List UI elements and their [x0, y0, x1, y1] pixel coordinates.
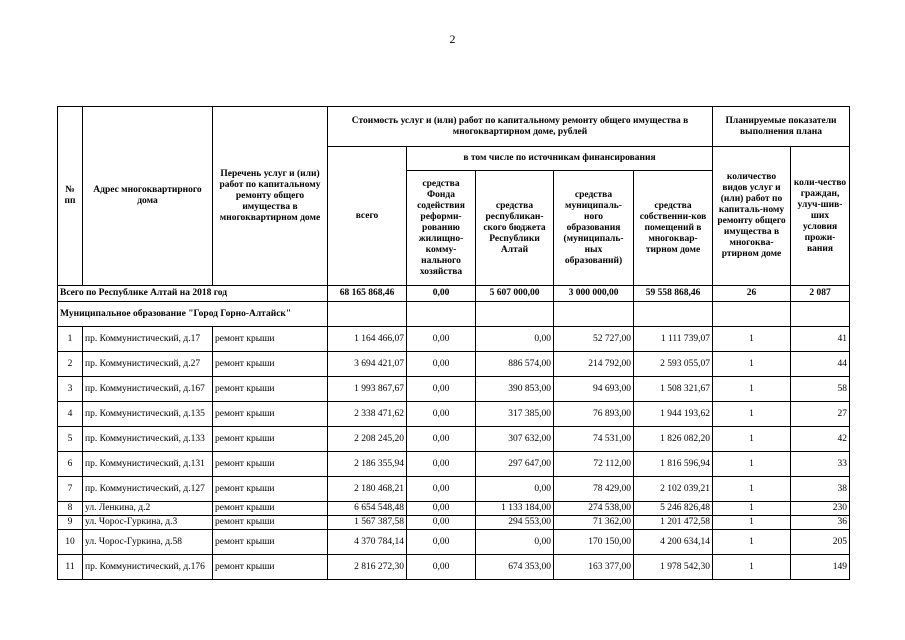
row-municipal: 74 531,00: [554, 427, 634, 452]
header-sources-group: в том числе по источникам финансирования: [407, 147, 713, 171]
header-owners: средства собственни-ков помещений в многоквар-тирном доме: [634, 171, 713, 286]
row-municipal: 71 362,00: [554, 516, 634, 530]
row-address: пр. Коммунистический, д.131: [83, 452, 213, 477]
total-kinds: 26: [713, 286, 791, 302]
header-address: Адрес многоквартирного дома: [83, 107, 213, 286]
total-republic: 5 607 000,00: [476, 286, 554, 302]
row-citizens: 58: [791, 377, 850, 402]
row-number: 10: [58, 530, 83, 555]
row-citizens: 44: [791, 352, 850, 377]
row-fund: 0,00: [407, 530, 476, 555]
row-owners: 1 816 596,94: [634, 452, 713, 477]
row-republic: 0,00: [476, 327, 554, 352]
row-municipal: 170 150,00: [554, 530, 634, 555]
row-number: 3: [58, 377, 83, 402]
row-work: ремонт крыши: [213, 530, 328, 555]
table-row: [58, 427, 850, 452]
municipality-row: [58, 302, 850, 327]
row-total: 3 694 421,07: [328, 352, 407, 377]
row-total: 1 164 466,07: [328, 327, 407, 352]
row-citizens: 42: [791, 427, 850, 452]
table-row: [58, 516, 850, 530]
row-kinds: 1: [713, 530, 791, 555]
row-fund: 0,00: [407, 477, 476, 502]
row-municipal: 52 727,00: [554, 327, 634, 352]
row-kinds: 1: [713, 352, 791, 377]
row-number: 6: [58, 452, 83, 477]
row-number: 8: [58, 502, 83, 516]
row-address: пр. Коммунистический, д.27: [83, 352, 213, 377]
row-owners: 1 826 082,20: [634, 427, 713, 452]
row-work: ремонт крыши: [213, 502, 328, 516]
header-kinds-count: количество видов услуг и (или) работ по капиталь-ному ремонту общего имущества в многоква-ртирном доме: [713, 147, 791, 286]
page-number: 2: [449, 32, 456, 46]
row-address: пр. Коммунистический, д.127: [83, 477, 213, 502]
row-owners: 2 593 055,07: [634, 352, 713, 377]
header-total: всего: [328, 147, 407, 286]
row-kinds: 1: [713, 452, 791, 477]
row-kinds: 1: [713, 327, 791, 352]
row-kinds: 1: [713, 477, 791, 502]
row-total: 2 816 272,30: [328, 555, 407, 580]
table-row: [58, 377, 850, 402]
row-fund: 0,00: [407, 555, 476, 580]
row-republic: 674 353,00: [476, 555, 554, 580]
table-row: [58, 502, 850, 516]
row-number: 9: [58, 516, 83, 530]
header-plan-group: Планируемые показатели выполнения плана: [713, 107, 850, 147]
row-kinds: 1: [713, 502, 791, 516]
table-row: [58, 452, 850, 477]
row-citizens: 38: [791, 477, 850, 502]
row-work: ремонт крыши: [213, 402, 328, 427]
row-address: ул. Чорос-Гуркина, д.58: [83, 530, 213, 555]
row-republic: 307 632,00: [476, 427, 554, 452]
row-fund: 0,00: [407, 377, 476, 402]
row-work: ремонт крыши: [213, 555, 328, 580]
row-kinds: 1: [713, 377, 791, 402]
table-row: [58, 352, 850, 377]
row-republic: 0,00: [476, 477, 554, 502]
row-municipal: 274 538,00: [554, 502, 634, 516]
row-fund: 0,00: [407, 427, 476, 452]
total-owners: 59 558 868,46: [634, 286, 713, 302]
row-owners: 1 508 321,67: [634, 377, 713, 402]
row-work: ремонт крыши: [213, 427, 328, 452]
row-number: 5: [58, 427, 83, 452]
table-row: [58, 477, 850, 502]
table-row: [58, 530, 850, 555]
row-municipal: 163 377,00: [554, 555, 634, 580]
row-municipal: 78 429,00: [554, 477, 634, 502]
row-municipal: 214 792,00: [554, 352, 634, 377]
row-total: 2 180 468,21: [328, 477, 407, 502]
row-owners: 4 200 634,14: [634, 530, 713, 555]
header-republic: средства республикан-ского бюджета Республики Алтай: [476, 171, 554, 286]
row-owners: 1 201 472,58: [634, 516, 713, 530]
row-republic: 1 133 184,00: [476, 502, 554, 516]
municipality-label: Муниципальное образование "Город Горно-Алтайск": [58, 302, 328, 327]
row-republic: 317 385,00: [476, 402, 554, 427]
row-municipal: 94 693,00: [554, 377, 634, 402]
row-work: ремонт крыши: [213, 352, 328, 377]
row-work: ремонт крыши: [213, 327, 328, 352]
row-fund: 0,00: [407, 516, 476, 530]
row-citizens: 27: [791, 402, 850, 427]
total-citizens: 2 087: [791, 286, 850, 302]
row-work: ремонт крыши: [213, 477, 328, 502]
row-total: 6 654 548,48: [328, 502, 407, 516]
row-fund: 0,00: [407, 352, 476, 377]
row-citizens: 205: [791, 530, 850, 555]
row-address: пр. Коммунистический, д.167: [83, 377, 213, 402]
row-total: 2 208 245,20: [328, 427, 407, 452]
row-kinds: 1: [713, 555, 791, 580]
row-kinds: 1: [713, 516, 791, 530]
row-municipal: 72 112,00: [554, 452, 634, 477]
row-citizens: 36: [791, 516, 850, 530]
row-owners: 2 102 039,21: [634, 477, 713, 502]
row-address: пр. Коммунистический, д.17: [83, 327, 213, 352]
total-municipal: 3 000 000,00: [554, 286, 634, 302]
table-row: [58, 327, 850, 352]
row-address: ул. Ленкина, д.2: [83, 502, 213, 516]
header-num: № пп: [58, 107, 83, 286]
header-cost-group: Стоимость услуг и (или) работ по капитальному ремонту общего имущества в многоквартирном доме, рублей: [328, 107, 713, 147]
row-municipal: 76 893,00: [554, 402, 634, 427]
row-owners: 1 944 193,62: [634, 402, 713, 427]
row-owners: 5 246 826,48: [634, 502, 713, 516]
row-work: ремонт крыши: [213, 516, 328, 530]
row-kinds: 1: [713, 427, 791, 452]
row-number: 4: [58, 402, 83, 427]
row-citizens: 149: [791, 555, 850, 580]
row-fund: 0,00: [407, 327, 476, 352]
row-number: 2: [58, 352, 83, 377]
row-total: 1 993 867,67: [328, 377, 407, 402]
row-fund: 0,00: [407, 502, 476, 516]
row-total: 1 567 387,58: [328, 516, 407, 530]
row-number: 7: [58, 477, 83, 502]
row-republic: 390 853,00: [476, 377, 554, 402]
header-citizens-count: коли-чество граждан, улуч-шив-ших условия прожи-вания: [791, 147, 850, 286]
capital-repair-table: [57, 106, 850, 580]
row-citizens: 230: [791, 502, 850, 516]
row-total: 2 338 471,62: [328, 402, 407, 427]
row-work: ремонт крыши: [213, 452, 328, 477]
table-row: [58, 402, 850, 427]
row-republic: 294 553,00: [476, 516, 554, 530]
row-work: ремонт крыши: [213, 377, 328, 402]
total-fund: 0,00: [407, 286, 476, 302]
row-address: пр. Коммунистический, д.133: [83, 427, 213, 452]
row-address: ул. Чорос-Гуркина, д.3: [83, 516, 213, 530]
row-republic: 886 574,00: [476, 352, 554, 377]
total-sum: 68 165 868,46: [328, 286, 407, 302]
row-republic: 297 647,00: [476, 452, 554, 477]
header-municipal: средства муниципаль-ного образования (муниципаль-ных образований): [554, 171, 634, 286]
row-owners: 1 111 739,07: [634, 327, 713, 352]
row-fund: 0,00: [407, 402, 476, 427]
header-works-list: Перечень услуг и (или) работ по капитальному ремонту общего имущества в многоквартирном доме: [213, 107, 328, 286]
header-fund: средства Фонда содействия реформи-рованию жилищно-комму-нального хозяйства: [407, 171, 476, 286]
total-row: [58, 286, 850, 302]
row-owners: 1 978 542,30: [634, 555, 713, 580]
table-row: [58, 555, 850, 580]
row-address: пр. Коммунистический, д.135: [83, 402, 213, 427]
row-total: 2 186 355,94: [328, 452, 407, 477]
row-address: пр. Коммунистический, д.176: [83, 555, 213, 580]
row-citizens: 33: [791, 452, 850, 477]
row-number: 11: [58, 555, 83, 580]
total-label: Всего по Республике Алтай на 2018 год: [58, 286, 328, 302]
row-fund: 0,00: [407, 452, 476, 477]
row-citizens: 41: [791, 327, 850, 352]
row-kinds: 1: [713, 402, 791, 427]
row-republic: 0,00: [476, 530, 554, 555]
row-total: 4 370 784,14: [328, 530, 407, 555]
row-number: 1: [58, 327, 83, 352]
